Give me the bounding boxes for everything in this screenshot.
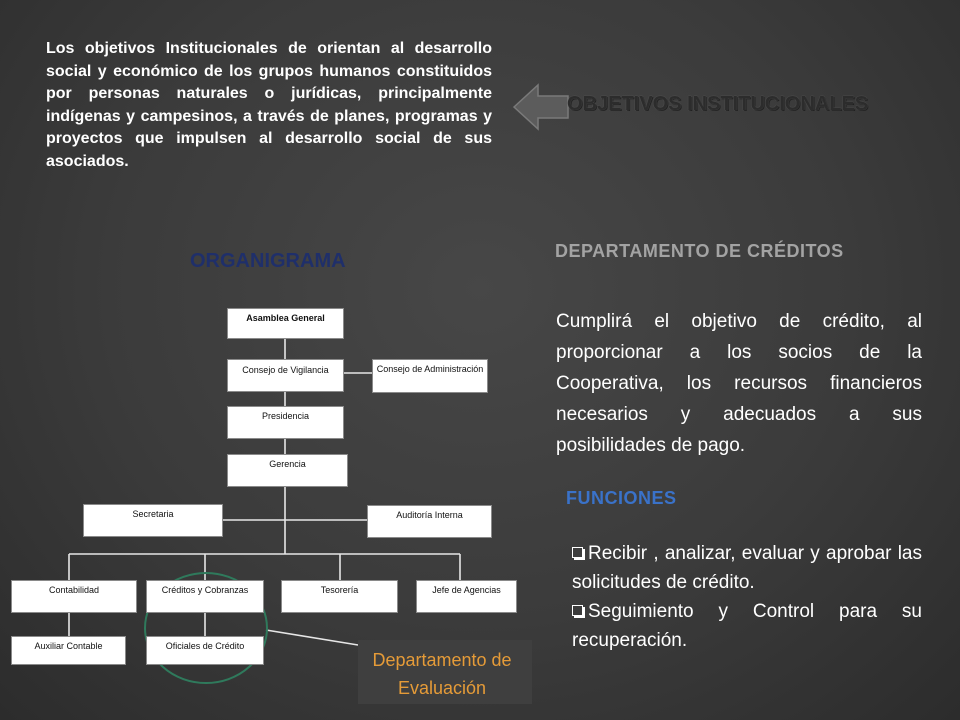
org-box-administracion: Consejo de Administración xyxy=(372,359,488,393)
list-item: Recibir , analizar, evaluar y aprobar las solicitudes de crédito. xyxy=(572,543,922,593)
org-box-auditoria: Auditoría Interna xyxy=(367,505,492,538)
org-box-auxiliar: Auxiliar Contable xyxy=(11,636,126,665)
org-box-asamblea: Asamblea General xyxy=(227,308,344,339)
org-box-vigilancia: Consejo de Vigilancia xyxy=(227,359,344,392)
org-box-contabilidad: Contabilidad xyxy=(11,580,137,613)
org-box-creditos: Créditos y Cobranzas xyxy=(146,580,264,613)
list-item: Seguimiento y Control para su recuperación. xyxy=(572,601,922,651)
objetivos-title: OBJETIVOS INSTITUCIONALES xyxy=(567,93,869,115)
funciones-title: FUNCIONES xyxy=(566,488,677,508)
org-box-gerencia: Gerencia xyxy=(227,454,348,487)
org-box-oficiales: Oficiales de Crédito xyxy=(146,636,264,665)
org-box-tesoreria: Tesorería xyxy=(281,580,398,613)
organigrama-title: ORGANIGRAMA xyxy=(190,250,346,272)
departamento-text: Cumplirá el objetivo de crédito, al proporcionar a los socios de la Cooperativa, los recursos financieros necesarios y adecuados a sus posibilidades de pago. xyxy=(556,311,922,456)
org-box-presidencia: Presidencia xyxy=(227,406,344,439)
intro-paragraph: Los objetivos Institucionales de orientan al desarrollo social y económico de los grupos humanos constituidos por personas naturales o jurídicas, principalmente indígenas y campesinos, a través de planes, programas y proyectos que impulsen al desarrollo social de sus asociados. xyxy=(46,40,492,170)
org-box-secretaria: Secretaria xyxy=(83,504,223,537)
org-box-agencias: Jefe de Agencias xyxy=(416,580,517,613)
departamento-title: DEPARTAMENTO DE CRÉDITOS xyxy=(555,241,844,261)
evaluacion-label: Departamento de Evaluación xyxy=(372,650,512,698)
